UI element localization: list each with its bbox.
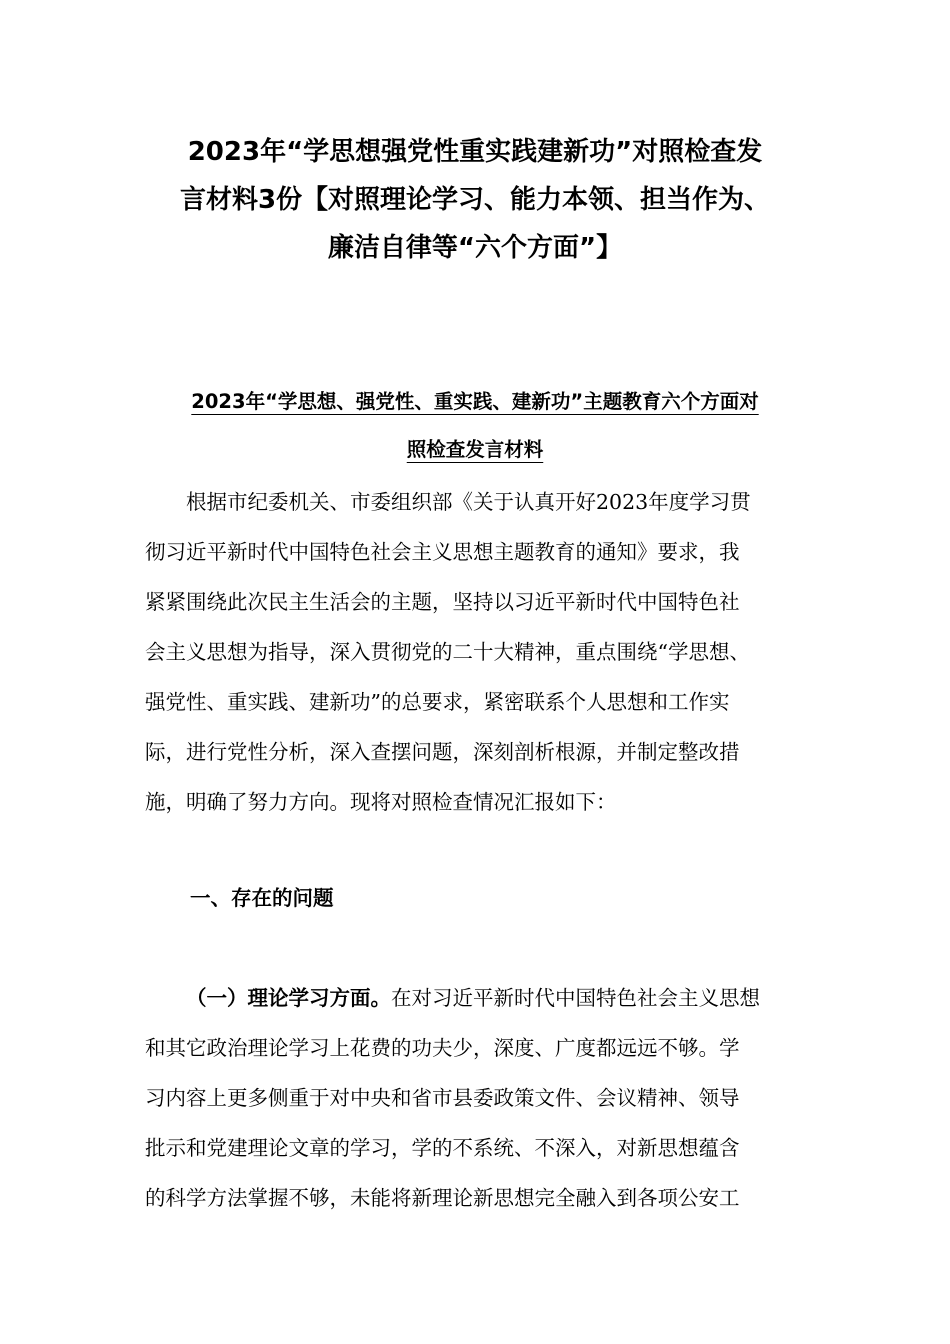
paragraph-line: 际，进行党性分析，深入查摆问题，深刻剖析根源，并制定整改措 bbox=[145, 740, 740, 764]
paragraph-line: 习内容上更多侧重于对中央和省市县委政策文件、会议精神、领导 bbox=[145, 1086, 740, 1110]
paragraph-line bbox=[145, 973, 825, 1023]
title-line: 2023年“学思想强党性重实践建新功”对照检查发 bbox=[187, 137, 763, 167]
section-heading: 一、存在的问题 bbox=[190, 886, 334, 910]
subtitle-line bbox=[120, 378, 830, 426]
document-subtitle bbox=[120, 378, 830, 474]
subtitle-line-text: 2023年“学思想、强党性、重实践、建新功”主题教育六个方面对 bbox=[191, 390, 759, 413]
title-line: 言材料3份【对照理论学习、能力本领、担当作为、 bbox=[179, 185, 771, 215]
paragraph-line: 批示和党建理论文章的学习，学的不系统、不深入，对新思想蕴含 bbox=[145, 1136, 740, 1160]
paragraph-line: 的科学方法掌握不够，未能将新理论新思想完全融入到各项公安工 bbox=[145, 1186, 740, 1210]
theory-study-paragraph bbox=[145, 973, 825, 1223]
subtitle-line-text: 照检查发言材料 bbox=[406, 438, 544, 461]
paragraph-line: 紧紧围绕此次民主生活会的主题，坚持以习近平新时代中国特色社 bbox=[145, 590, 740, 614]
subtitle-line bbox=[120, 426, 830, 474]
paragraph-line: 施，明确了努力方向。现将对照检查情况汇报如下： bbox=[145, 790, 617, 814]
document-title bbox=[120, 128, 830, 272]
paragraph-line: 会主义思想为指导，深入贯彻党的二十大精神，重点围绕“学思想、 bbox=[145, 640, 750, 664]
paragraph-line: 和其它政治理论学习上花费的功夫少，深度、广度都远远不够。学 bbox=[145, 1036, 740, 1060]
intro-paragraph bbox=[145, 477, 825, 827]
paragraph-line: 强党性、重实践、建新功”的总要求，紧密联系个人思想和工作实 bbox=[145, 690, 730, 714]
paragraph-line: 根据市纪委机关、市委组织部《关于认真开好2023年度学习贯 bbox=[145, 490, 751, 514]
paragraph-text: 在对习近平新时代中国特色社会主义思想 bbox=[391, 986, 760, 1010]
title-line: 廉洁自律等“六个方面”】 bbox=[327, 233, 623, 263]
subsection-lead: （一）理论学习方面。 bbox=[186, 986, 391, 1010]
paragraph-line: 彻习近平新时代中国特色社会主义思想主题教育的通知》要求，我 bbox=[145, 540, 740, 564]
